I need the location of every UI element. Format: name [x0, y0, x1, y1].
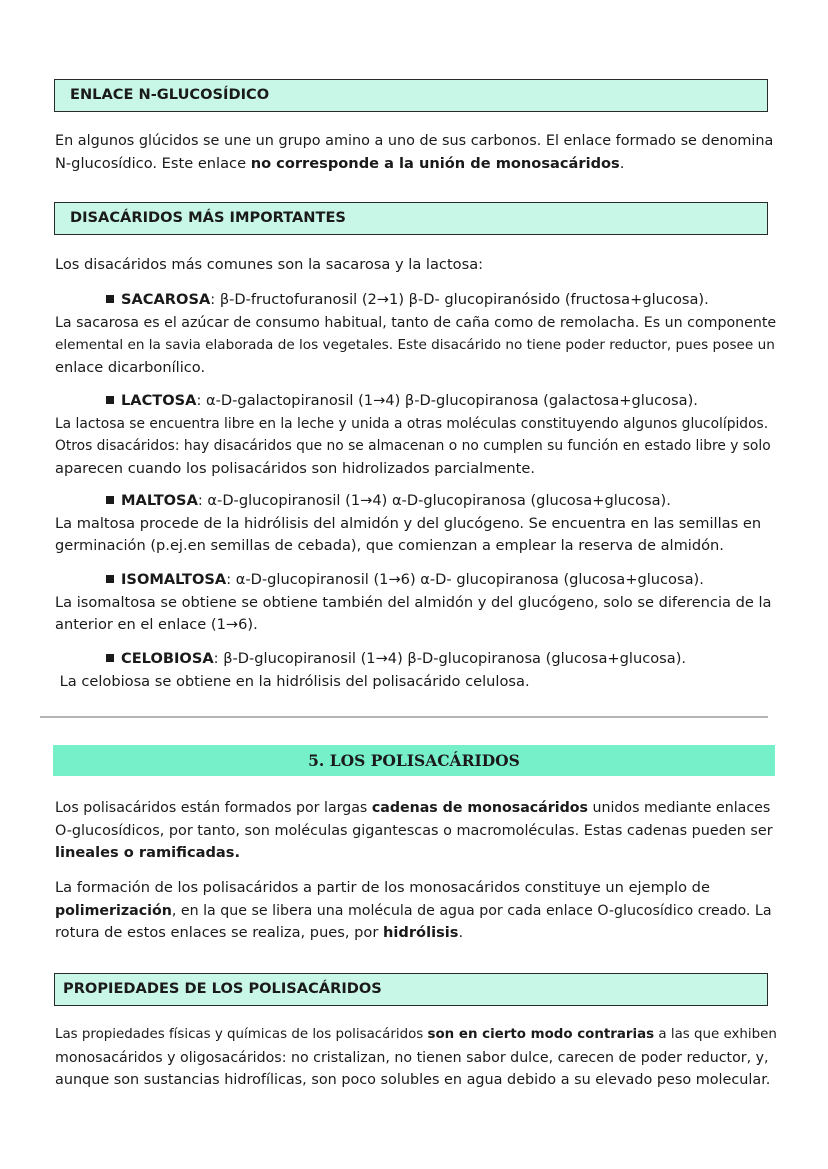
- heading-box-enlace-n-glucosidico: [54, 79, 768, 112]
- bullet-square-icon: [106, 496, 114, 504]
- paragraph-propiedades: [55, 1024, 777, 1092]
- paragraph-n-glucosidico: [55, 130, 777, 175]
- text-line: aunque son sustancias hidrofílicas, son poco solubles en agua debido a su elevado peso molecular.: [55, 1072, 771, 1089]
- text-line: [55, 922, 777, 945]
- text-line: [55, 797, 777, 820]
- text-line: [55, 900, 777, 923]
- section-title: 5. LOS POLISACÁRIDOS: [308, 751, 520, 770]
- text-run: , en la que se libera una molécula de agua por cada enlace O-glucosídico creado. La: [171, 902, 772, 919]
- heading-text: ENLACE N-GLUCOSÍDICO: [70, 86, 270, 103]
- text-line: monosacáridos y oligosacáridos: no cristalizan, no tienen sabor dulce, carecen de poder reductor, y,: [55, 1049, 769, 1066]
- text-line: Otros disacáridos: hay disacáridos que no se almacenan o no cumplen su función en estado libre y solo: [55, 438, 771, 455]
- text-line: [55, 153, 777, 176]
- item-name: SACAROSA: [121, 291, 211, 308]
- bold-text: son en cierto modo contrarias: [427, 1027, 655, 1042]
- text-line: anterior en el enlace (1→6).: [55, 616, 258, 634]
- item-name: LACTOSA: [121, 392, 197, 409]
- text-run: N-glucosídico. Este enlace: [55, 154, 251, 172]
- disaccharide-item-isomaltosa: [55, 569, 777, 637]
- section-title-band: [53, 745, 775, 776]
- text-run: unidos mediante enlaces: [587, 800, 771, 816]
- paragraph-disacaridos-intro: [55, 254, 777, 277]
- bold-text: hidrólisis: [383, 924, 459, 942]
- disaccharide-item-sacarosa: [55, 289, 777, 380]
- text-line: [55, 842, 777, 865]
- text-line: elemental en la savia elaborada de los vegetales. Este disacárido no tiene poder reductor, pues posee un: [55, 337, 775, 354]
- bold-text: cadenas de monosacáridos: [371, 800, 588, 816]
- disaccharide-item-celobiosa: [55, 648, 777, 693]
- item-title-line: [55, 490, 777, 513]
- heading-box-propiedades: [54, 973, 768, 1006]
- bold-text: lineales o ramificadas.: [55, 844, 241, 862]
- heading-text: DISACÁRIDOS MÁS IMPORTANTES: [70, 209, 346, 226]
- item-title-line: [55, 648, 777, 671]
- item-title-line: [55, 289, 777, 312]
- section-divider: [40, 716, 768, 718]
- text-line: Los disacáridos más comunes son la sacarosa y la lactosa:: [55, 256, 484, 273]
- item-name: MALTOSA: [121, 492, 198, 509]
- disaccharide-item-lactosa: [55, 390, 777, 481]
- text-run: a las que exhiben: [654, 1027, 777, 1042]
- bold-text: no corresponde a la unión de monosacáridos: [250, 154, 620, 172]
- item-formula: : α-D-galactopiranosil (1→4) β-D-glucopiranosa (galactosa+glucosa).: [196, 392, 698, 409]
- text-line: enlace dicarbonílico.: [55, 359, 206, 377]
- text-line: La formación de los polisacáridos a partir de los monosacáridos constituye un ejemplo de: [55, 879, 710, 896]
- text-run: .: [458, 924, 464, 942]
- text-line: En algunos glúcidos se une un grupo amino a uno de sus carbonos. El enlace formado se denomina: [55, 133, 774, 149]
- bullet-square-icon: [106, 575, 114, 583]
- item-formula: : α-D-glucopiranosil (1→4) α-D-glucopiranosa (glucosa+glucosa).: [197, 492, 671, 509]
- item-formula: : β-D-glucopiranosil (1→4) β-D-glucopiranosa (glucosa+glucosa).: [213, 650, 687, 667]
- text-line: [55, 1024, 777, 1047]
- heading-box-disacaridos: [54, 202, 768, 235]
- bullet-square-icon: [106, 396, 114, 404]
- item-name: CELOBIOSA: [121, 650, 214, 667]
- text-line: La sacarosa es el azúcar de consumo habitual, tanto de caña como de remolacha. Es un componente: [55, 314, 777, 331]
- disaccharide-item-maltosa: [55, 490, 777, 558]
- text-line: germinación (p.ej.en semillas de cebada), que comienzan a emplear la reserva de almidón.: [55, 537, 724, 555]
- text-run: Los polisacáridos están formados por largas: [55, 800, 372, 816]
- text-line: La lactosa se encuentra libre en la leche y unida a otras moléculas constituyendo algunos glucolípidos.: [55, 415, 769, 432]
- paragraph-polisacaridos-1: [55, 797, 777, 865]
- item-title-line: [55, 569, 777, 592]
- text-line: La isomaltosa se obtiene se obtiene también del almidón y del glucógeno, solo se diferencia de la: [55, 593, 772, 611]
- heading-text: PROPIEDADES DE LOS POLISACÁRIDOS: [63, 980, 382, 997]
- item-formula: : α-D-glucopiranosil (1→6) α-D- glucopiranosa (glucosa+glucosa).: [226, 571, 704, 588]
- item-title-line: [55, 390, 777, 413]
- item-formula: : β-D-fructofuranosil (2→1) β-D- glucopiranósido (fructosa+glucosa).: [210, 291, 709, 308]
- text-run: .: [619, 154, 625, 172]
- text-run: rotura de estos enlaces se realiza, pues, por: [55, 924, 384, 942]
- text-line: La celobiosa se obtiene en la hidrólisis del polisacárido celulosa.: [55, 672, 530, 690]
- bold-text: polimerización: [55, 902, 172, 919]
- bullet-square-icon: [106, 654, 114, 662]
- text-line: O-glucosídicos, por tanto, son moléculas gigantescas o macromoléculas. Estas cadenas pueden ser: [55, 822, 773, 839]
- text-run: Las propiedades físicas y químicas de los polisacáridos: [55, 1027, 428, 1042]
- text-line: La maltosa procede de la hidrólisis del almidón y del glucógeno. Se encuentra en las semillas en: [55, 514, 762, 532]
- text-line: aparecen cuando los polisacáridos son hidrolizados parcialmente.: [55, 460, 536, 478]
- item-name: ISOMALTOSA: [121, 571, 227, 588]
- bullet-square-icon: [106, 295, 114, 303]
- paragraph-polisacaridos-2: [55, 877, 777, 945]
